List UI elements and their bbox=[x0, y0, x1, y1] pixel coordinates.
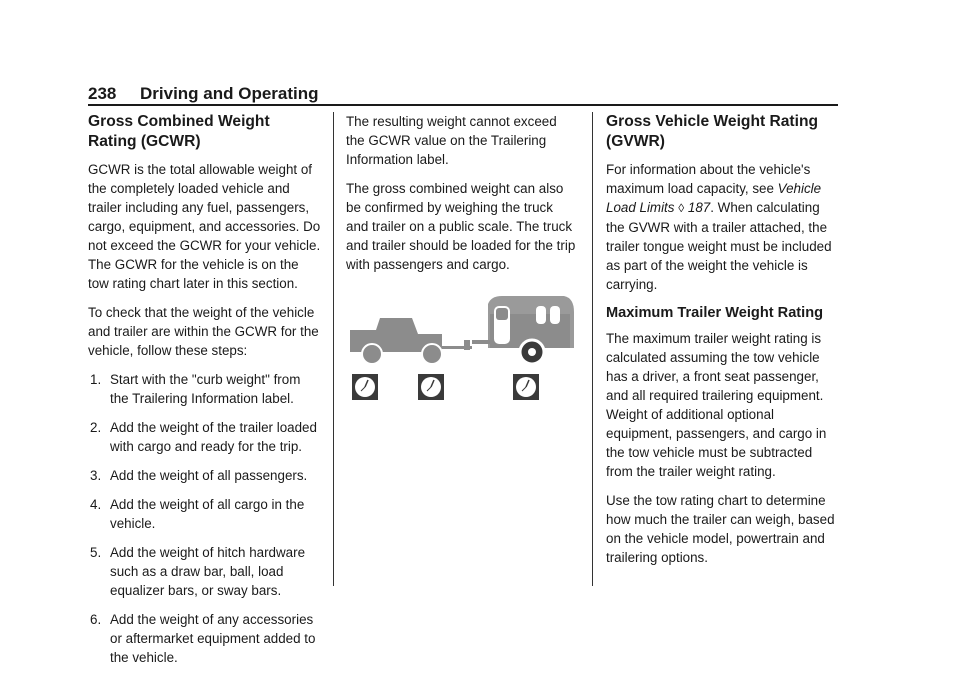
list-item: 6. Add the weight of any accessories or aftermarket equipment added to the vehicle. bbox=[90, 612, 316, 665]
column-1 bbox=[88, 112, 322, 677]
max-trailer-paragraph-1: The maximum trailer weight rating is calculated assuming the tow vehicle has a driver, a front seat passenger, and all required trailering equipment. Weight of additional optional equipment, passengers, and cargo in the tow vehicle must be subtracted from the trailer weight rating. bbox=[606, 331, 827, 479]
column-2 bbox=[346, 112, 578, 284]
gcwr-heading: Gross Combined Weight Rating (GCWR) bbox=[88, 113, 270, 150]
max-trailer-weight-heading: Maximum Trailer Weight Rating bbox=[606, 305, 824, 321]
list-item: 2. Add the weight of the trailer loaded with cargo and ready for the trip. bbox=[90, 420, 317, 454]
truck-front-wheel-icon bbox=[362, 344, 382, 364]
page-number: 238 bbox=[88, 84, 117, 103]
scale-icon bbox=[352, 374, 378, 400]
truck-trailer-scale-illustration bbox=[346, 294, 578, 402]
list-item: 4. Add the weight of all cargo in the vehicle. bbox=[90, 497, 305, 531]
column-3 bbox=[606, 112, 838, 577]
scale-icon bbox=[513, 374, 539, 400]
gvwr-heading: Gross Vehicle Weight Rating (GVWR) bbox=[606, 113, 819, 150]
truck-rear-wheel-icon bbox=[422, 344, 442, 364]
list-item: 3. Add the weight of all passengers. bbox=[90, 468, 308, 483]
list-item: 1. Start with the "curb weight" from the Trailering Information label. bbox=[90, 372, 301, 406]
scale-icon bbox=[418, 374, 444, 400]
max-trailer-paragraph-2: Use the tow rating chart to determine how much the trailer can weigh, based on the vehicle model, powertrain and trailering options. bbox=[606, 493, 835, 565]
truck-trailer-svg bbox=[346, 294, 578, 402]
gcwr-paragraph-1: GCWR is the total allowable weight of the completely loaded vehicle and trailer including any fuel, passengers, cargo, equipment, and accessories. Do not exceed the GCWR for your vehicle. The GCWR for the vehicle is on the tow rating chart later in this section. bbox=[88, 162, 321, 291]
gvwr-paragraph-1: For information about the vehicle's maximum load capacity, see Vehicle Load Limits ◊ 187. When calculating the GVWR with a trailer attached, the trailer tongue weight must be included as part of the weight the vehicle is carrying. bbox=[606, 162, 832, 292]
trailer-window-icon bbox=[536, 306, 546, 324]
page-reference[interactable]: 187 bbox=[687, 200, 711, 215]
gcwr-paragraph-3: The resulting weight cannot exceed the GCWR value on the Trailering Information label. bbox=[346, 114, 557, 167]
gcwr-paragraph-4: The gross combined weight can also be confirmed by weighing the truck and trailer on a public scale. The truck and trailer should be loaded for the trip with passengers and cargo. bbox=[346, 181, 576, 272]
header-rule bbox=[88, 104, 838, 106]
list-item: 5. Add the weight of hitch hardware such as a draw bar, ball, load equalizer bars, or sway bars. bbox=[90, 545, 306, 598]
gcwr-steps-list bbox=[88, 370, 322, 667]
column-divider-1 bbox=[333, 112, 334, 586]
vehicle-load-limits-link[interactable]: Vehicle Load Limits bbox=[606, 181, 822, 215]
page-reference-arrow-icon: ◊ bbox=[678, 201, 685, 215]
section-title: Driving and Operating bbox=[140, 84, 319, 103]
page-header bbox=[88, 82, 838, 104]
gcwr-paragraph-2: To check that the weight of the vehicle and trailer are within the GCWR for the vehicle, follow these steps: bbox=[88, 305, 319, 358]
column-divider-2 bbox=[592, 112, 593, 586]
